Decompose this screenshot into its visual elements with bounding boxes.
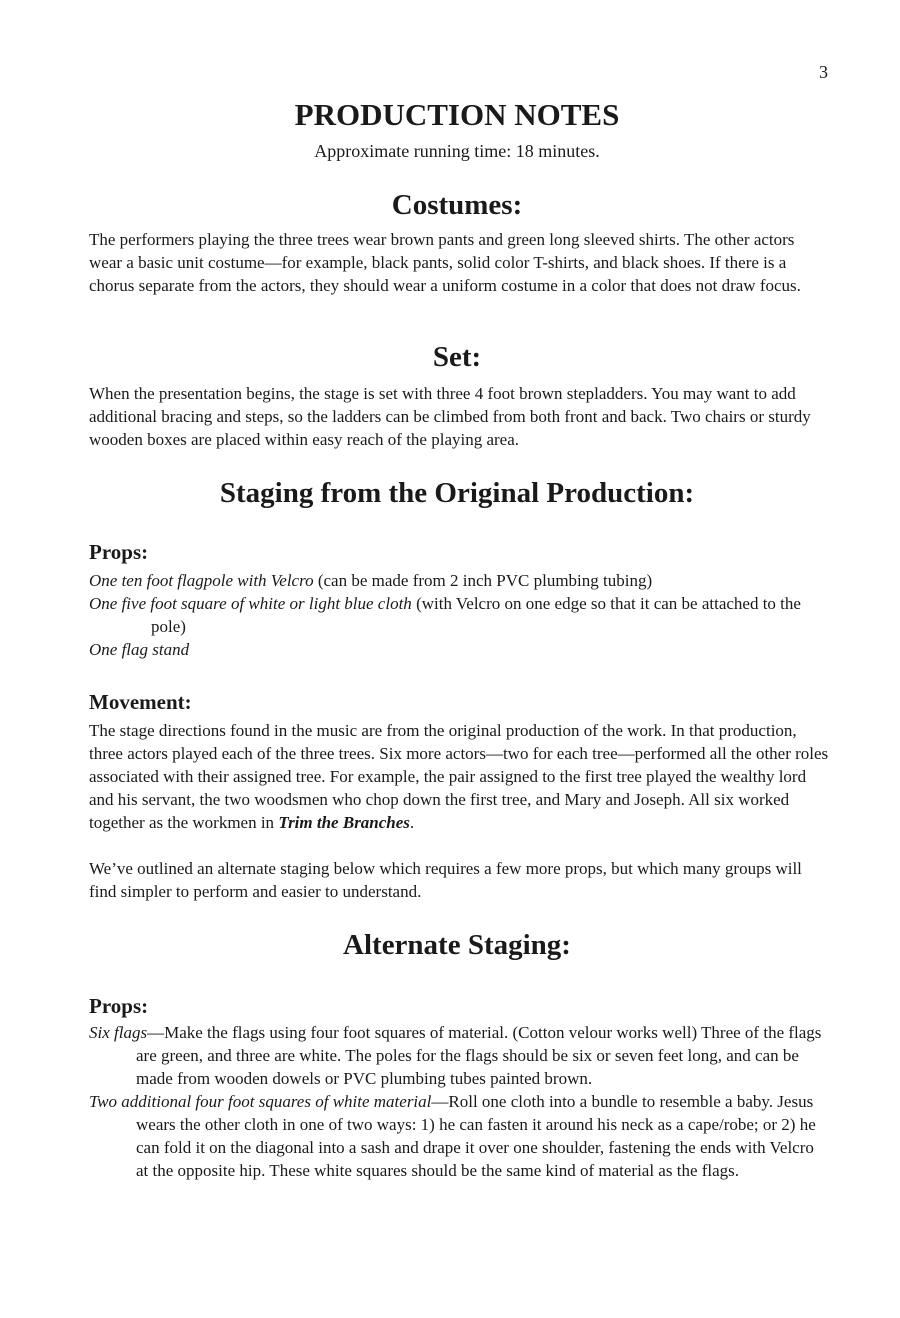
- alternate-prop-item: [89, 1021, 829, 1090]
- prop-description: —Roll one cloth into a bundle to resemble a baby. Jesus wears the other cloth in one of two ways: 1) he can fasten it around his neck as a cape/robe; or 2) he can fold it on the diagonal into a sash and drape it over one shoulder, fastening the ends with Velcro at the opposite hip. These white squares should be the same kind of material as the flags.: [136, 1092, 816, 1180]
- original-prop-item: [89, 638, 829, 661]
- alternate-intro-text: We’ve outlined an alternate staging below which requires a few more props, but which many groups will find simpler to perform and easier to understand.: [89, 859, 802, 901]
- page-title: PRODUCTION NOTES: [294, 97, 620, 132]
- running-time: Approximate running time: 18 minutes.: [314, 141, 600, 161]
- movement-text: [89, 719, 829, 834]
- costumes-text: The performers playing the three trees wear brown pants and green long sleeved shirts. The other actors wear a basic unit costume—for example, black pants, solid color T-shirts, and black shoes. If there is a chorus separate from the actors, they should wear a uniform costume in a color that does not draw focus.: [89, 230, 801, 295]
- movement-body: The stage directions found in the music are from the original production of the work. In that production, three actors played each of the three trees. Six more actors—two for each tree—performed all the other roles associated with their assigned tree. For example, the pair assigned to the first tree played the wealthy lord and his servant, the two woodsmen who chop down the first tree, and Mary and Joseph. All six worked together as the workmen in: [89, 721, 829, 832]
- prop-description: (with Velcro on one edge so that it can be attached to the pole): [151, 594, 801, 636]
- prop-name: Two additional four foot squares of white material: [89, 1092, 432, 1111]
- set-heading: Set:: [432, 341, 482, 373]
- costumes-heading: Costumes:: [391, 189, 523, 221]
- song-title: Trim the Branches: [278, 813, 410, 832]
- alternate-props-heading: Props:: [89, 994, 149, 1018]
- original-props-heading: Props:: [89, 540, 149, 564]
- prop-name: One ten foot flagpole with Velcro: [89, 571, 314, 590]
- original-prop-item: [89, 592, 829, 638]
- set-text: When the presentation begins, the stage is set with three 4 foot brown stepladders. You may want to add additional bracing and steps, so the ladders can be climbed from both front and back. Two chairs or sturdy wooden boxes are placed within easy reach of the playing area.: [89, 384, 811, 449]
- prop-name: One flag stand: [89, 640, 190, 659]
- prop-name: Six flags: [89, 1023, 148, 1042]
- alternate-staging-heading: Alternate Staging:: [343, 929, 571, 961]
- page-number: 3: [819, 62, 828, 82]
- movement-end: .: [409, 813, 415, 832]
- original-staging-heading: Staging from the Original Production:: [219, 477, 695, 509]
- prop-description: —Make the flags using four foot squares of material. (Cotton velour works well) Three of the flags are green, and three are white. The poles for the flags should be six or seven feet long, and can be made from wooden dowels or PVC plumbing tubes painted brown.: [136, 1023, 822, 1088]
- original-prop-item: [89, 569, 829, 592]
- prop-description: (can be made from 2 inch PVC plumbing tubing): [313, 571, 653, 590]
- alternate-prop-item: [89, 1090, 829, 1182]
- movement-heading: Movement:: [89, 690, 192, 714]
- prop-name: One five foot square of white or light blue cloth: [89, 594, 412, 613]
